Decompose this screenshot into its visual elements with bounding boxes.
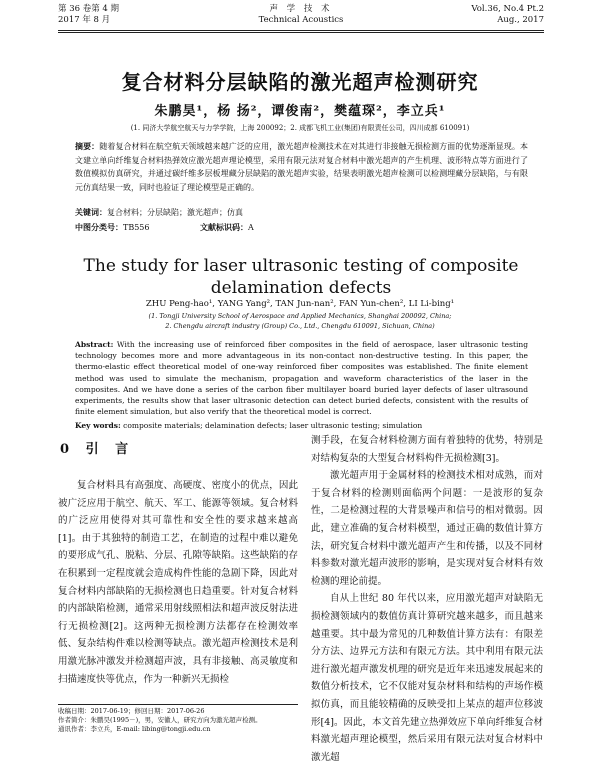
authors-en: ZHU Peng-hao¹, YANG Yang², TAN Jun-nan², FAN Yun-chen², LI Li-bing¹ xyxy=(145,299,455,309)
header-rule-thin xyxy=(58,32,544,33)
running-header xyxy=(58,4,544,30)
abstract-en-text: With the increasing use of reinforced fiber composites in the field of aerospace, laser ultrasonic testing technology becomes more and more advantageous in its non-contact non-destructive testing. In this paper, the thermo-elastic effect theoretical model of one-way reinforced fiber composites was established. The finite element method was used to simulate the mechanism, propagation and waveform characteristics of the laser in the composites. And we have done a series of the carbon fiber multilayer board buried layer defects of laser ultrasound experiments, the results show that laser ultrasonic detection can detect buried defects, consistent with the results of finite element simulation, but also verify that the theoretical model is correct. xyxy=(75,340,528,417)
keywords-en: Key words: composite materials; delamination defects; laser ultrasonic testing; simulation xyxy=(75,421,423,430)
footnote-received: 收稿日期：2017-06-19；修回日期：2017-06-26 xyxy=(58,707,205,715)
affiliation-en-2: 2. Chengdu aircraft industry (Group) Co., Ltd., Chengdu 610091, Sichuan, China) xyxy=(165,322,435,330)
footnote xyxy=(58,707,298,734)
footnote-bio: 作者简介：朱鹏昊(1995－)，男，安徽人，研究方向为激光超声检测。 xyxy=(58,716,262,724)
intro-left-column: 复合材料具有高强度、高硬度、密度小的优点，因此被广泛应用于航空、航天、军工、能源等领域。复合材料的广泛应用使得对其可靠性和安全性的要求越来越高[1]。由于其独特的制造工艺，在制造的过程中难以避免的要形成气孔、脱粘、分层、孔隙等缺陷。这些缺陷的存在积累到一定程度就会造成构件性能的急剧下降，因此对复合材料内部缺陷的无损检测也日趋重要。针对复合材料的内部缺陷检测，通常采用射线照相法和超声波反射法进行无损检测[2]。这两种无损检测方法都存在检测效率低、复杂结构件难以检测等缺点。激光超声检测技术是利用激光脉冲激发并检测超声波，具有非接触、高灵敏度和扫描速度快等优点，作为一种新兴无损检 xyxy=(58,480,298,685)
authors-cn: 朱鹏昊¹，杨 扬²，谭俊南²，樊蕴琛²，李立兵¹ xyxy=(154,104,446,119)
abstract-cn xyxy=(75,140,528,194)
paper-title-en: The study for laser ultrasonic testing of composite delamination defects xyxy=(83,256,519,298)
intro-paragraph-3: 自从上世纪 80 年代以来，应用激光超声对缺陷无损检测领域内的数值仿真计算研究越来越多，而且越来越重要。其中最为常见的几种数值计算方法有：有限差分方法、边界元方法和有限元方法。其中利用有限元法进行激光超声激发机理的研究是近年来迅速发展起来的数值分析技术，它不仅能对复杂材料和结构的声场作模拟仿真，而且能较精确的反映受扣上某点的超声位移波形[4]。因此，本文首先建立热弹效应下单向纤维复合材料激光超声理论模型，然后采用有限元法对复合材料中激光超 xyxy=(311,593,543,763)
journal-name: 声 学 技 术 Technical Acoustics xyxy=(258,4,344,25)
abstract-cn-label: 摘要： xyxy=(75,141,100,151)
affiliations-cn: (1. 同济大学航空航天与力学学院，上海 200092；2. 成都飞机工业(集团)有限责任公司，四川成都 610091) xyxy=(130,124,470,132)
abstract-cn-text: 随着复合材料在航空航天领域越来越广泛的应用，激光超声检测技术在对其进行非接触无损检测方面的优势逐渐显现。本文建立单向纤维复合材料热弹效应激光超声理论模型，采用有限元法对复合材料中激光超声的产生机理、波形特点等方面进行了数值模拟仿真研究，并通过碳纤维多层板埋藏分层缺陷的激光超声实验，结果表明激光超声检测可以检测埋藏分层缺陷，与有限元仿真结果一致，同时也验证了理论模型是正确的。 xyxy=(75,142,529,192)
abstract-en xyxy=(75,339,528,417)
footnote-contact: 通讯作者：李立兵，E-mail: libing@tongji.edu.cn xyxy=(58,725,211,733)
affiliation-en-1: (1. Tongji University School of Aerospace and Applied Mechanics, Shanghai 200092, China; xyxy=(148,312,452,320)
header-rule xyxy=(58,30,544,31)
document-code-cn: 文献标识码：A xyxy=(200,222,254,232)
paper-title-cn: 复合材料分层缺陷的激光超声检测研究 xyxy=(121,70,479,94)
keywords-cn: 关键词：复合材料；分层缺陷；激光超声；仿真 xyxy=(75,207,243,217)
footnote-rule xyxy=(58,704,298,705)
classification-cn: 中图分类号：TB556 xyxy=(75,222,150,232)
intro-paragraph-1: 测手段，在复合材料检测方面有着独特的优势，特别是对结构复杂的大型复合材料构件无损检测[3]。 xyxy=(311,435,543,464)
journal-volume-en: Vol.36, No.4 Pt.2 Aug., 2017 xyxy=(471,4,544,25)
section-heading-introduction: 0 引 言 xyxy=(60,442,135,457)
journal-volume-cn: 第 36 卷第 4 期 2017 年 8 月 xyxy=(58,4,120,25)
intro-right-column xyxy=(311,432,543,766)
intro-paragraph-2: 激光超声用于金属材料的检测技术相对成熟，而对于复合材料的检测则面临两个问题：一是波形的复杂性，二是检测过程的大背景噪声和信号的相对微弱。因此，建立准确的复合材料模型，通过正确的数值计算方法，研究复合材料中激光超声产生和传播，以及不同材料参数对激光超声波形的影响，是实现对复合材料有效检测的理论前提。 xyxy=(311,470,543,587)
abstract-en-label: Abstract: xyxy=(75,340,114,349)
